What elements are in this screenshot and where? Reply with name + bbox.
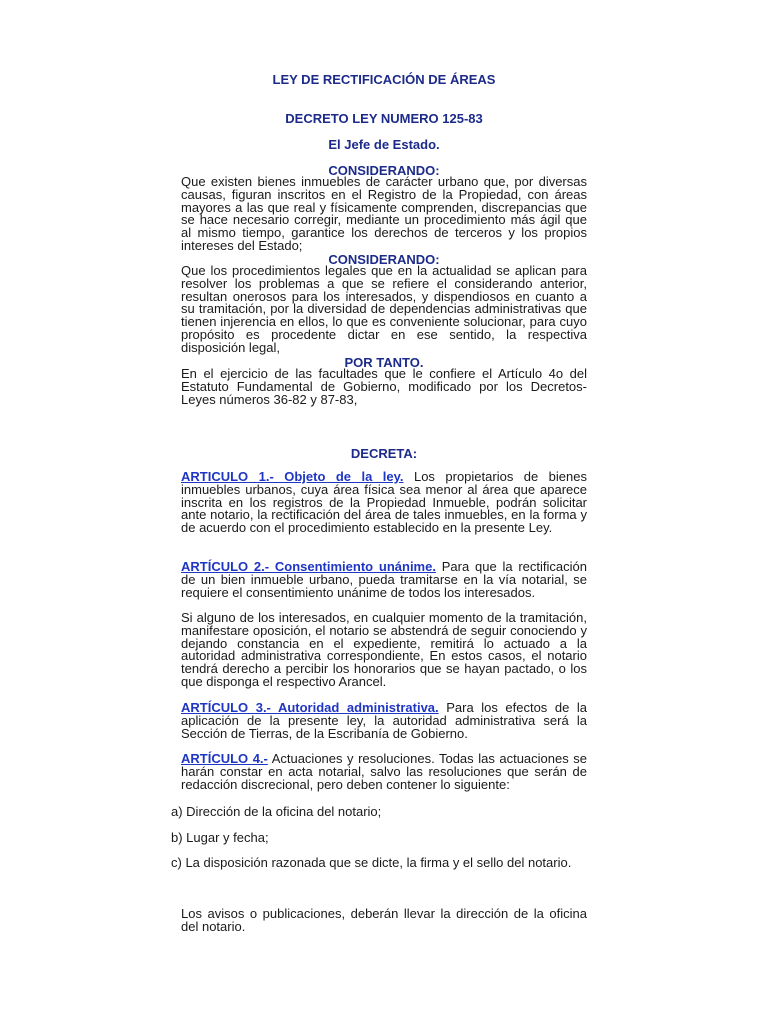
article-4 bbox=[181, 753, 587, 791]
issuer: El Jefe de Estado. bbox=[328, 137, 440, 152]
article-4-heading: ARTÍCULO 4.- bbox=[181, 751, 268, 766]
article-1-heading: ARTICULO 1.- Objeto de la ley. bbox=[181, 469, 404, 484]
article-3-heading: ARTÍCULO 3.- Autoridad administrativa. bbox=[181, 700, 439, 715]
article-3 bbox=[181, 702, 587, 740]
article-1-text: Los propietarios de bienes inmuebles urbanos, cuya área física sea menor al área que aparece inscrita en los registros de la Propiedad Inmueble, podrán solicitar ante notario, la rectificación del área de tales inmuebles, en la forma y de acuerdo con el procedimiento establecido en la presente Ley. bbox=[181, 469, 587, 536]
article-2-paragraph-2: Si alguno de los interesados, en cualquier momento de la tramitación, manifestare oposición, el notario se abstendrá de seguir conociendo y dejando constancia en el expediente, remitirá lo actuado a la autoridad administrativa correspondiente, En estos casos, el notario tendrá derecho a percibir los honorarios que se hayan pactado, o los que disponga el respectivo Arancel. bbox=[181, 610, 587, 689]
article-3-text: Para los efectos de la aplicación de la presente ley, la autoridad administrativa será la Sección de Tierras, de la Escribanía de Gobierno. bbox=[181, 700, 587, 741]
list-item-c: c) La disposición razonada que se dicte, la firma y el sello del notario. bbox=[171, 855, 572, 870]
list-item-a: a) Dirección de la oficina del notario; bbox=[171, 804, 382, 819]
por-tanto-heading: POR TANTO. bbox=[344, 355, 424, 370]
law-title: LEY DE RECTIFICACIÓN DE ÁREAS bbox=[272, 72, 496, 87]
considerando-text-1: Que existen bienes inmuebles de carácter urbano que, por diversas causas, figuran inscritos en el Registro de la Propiedad, con áreas mayores a las que real y físicamente comprenden, discrepancias que se hace necesario corregir, mediante un procedimiento más ágil que al mismo tiempo, garantice los derechos de terceros y los propios intereses del Estado; bbox=[181, 174, 587, 253]
article-4-text: Actuaciones y resoluciones. Todas las actuaciones se harán constar en acta notarial, salvo las resoluciones que serán de redacción discrecional, pero deben contener lo siguiente: bbox=[181, 751, 587, 792]
decree-number: DECRETO LEY NUMERO 125-83 bbox=[285, 111, 483, 126]
article-2-text: Para que la rectificación de un bien inmueble urbano, pueda tramitarse en la vía notarial, se requiere el consentimiento unánime de todos los interesados. bbox=[181, 559, 587, 600]
por-tanto-text: En el ejercicio de las facultades que le confiere el Artículo 4o del Estatuto Fundamental de Gobierno, modificado por los Decretos-Leyes números 36-82 y 87-83, bbox=[181, 366, 587, 407]
list-item-b: b) Lugar y fecha; bbox=[171, 830, 269, 845]
article-2 bbox=[181, 561, 587, 599]
considerando-heading-2: CONSIDERANDO: bbox=[328, 252, 440, 267]
considerando-text-2: Que los procedimientos legales que en la actualidad se aplican para resolver los problemas a que se refiere el considerando anterior, resultan onerosos para los interesados, y dispendiosos en cuanto a su tramitación, por la diversidad de dependencias administrativas que tienen injerencia en ellos, lo que es conveniente solucionar, para cuyo propósito es procedente dictar en ese sentido, la respectiva disposición legal, bbox=[181, 263, 587, 355]
article-1 bbox=[181, 471, 587, 535]
article-2-heading: ARTÍCULO 2.- Consentimiento unánime. bbox=[181, 559, 436, 574]
decreta-heading: DECRETA: bbox=[350, 446, 418, 461]
closing-paragraph: Los avisos o publicaciones, deberán llevar la dirección de la oficina del notario. bbox=[181, 906, 587, 934]
considerando-heading-1: CONSIDERANDO: bbox=[328, 163, 440, 178]
